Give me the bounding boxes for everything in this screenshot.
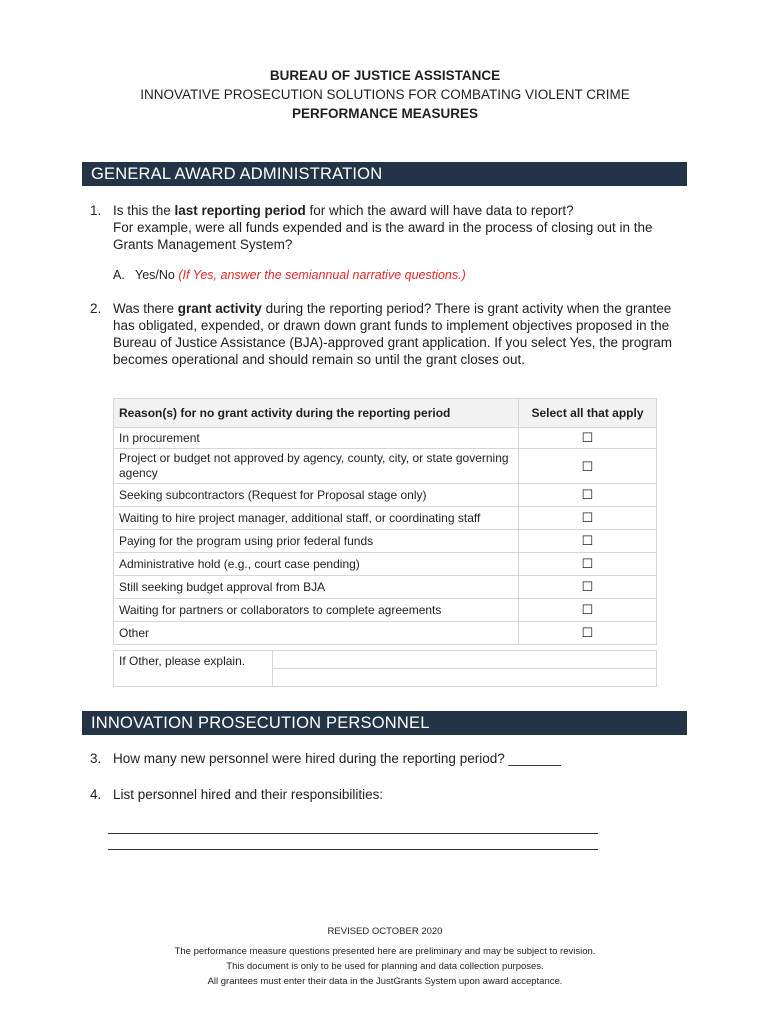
checkbox[interactable]: ☐ <box>519 622 657 645</box>
table-row <box>114 553 657 576</box>
agency-title: BUREAU OF JUSTICE ASSISTANCE <box>269 68 501 83</box>
answer-line[interactable] <box>108 849 598 850</box>
q2-text-post: during the reporting period? There is grant activity when the grantee has obligated, expended, or drawn down grant funds to implement objectives proposed in the Bureau of Justice Assistance (BJA)-approved grant application. If you select Yes, the program becomes operational and should remain so until the grant closes out. <box>113 301 673 367</box>
q1-note: (If Yes, answer the semiannual narrative questions.) <box>178 268 466 282</box>
checkbox[interactable]: ☐ <box>519 599 657 622</box>
table-row <box>114 576 657 599</box>
footer-note: The performance measure questions presented here are preliminary and may be subject to revision. <box>174 946 596 957</box>
q2-text-pre: Was there <box>113 301 178 316</box>
table-row <box>114 530 657 553</box>
checkbox[interactable]: ☐ <box>519 507 657 530</box>
question-number: 1. <box>90 203 102 218</box>
reason-label: Other <box>114 622 519 645</box>
footer-note: All grantees must enter their data in the JustGrants System upon award acceptance. <box>207 976 563 987</box>
section-header-personnel: INNOVATION PROSECUTION PERSONNEL <box>82 711 687 735</box>
q1-text-post: for which the award will have data to report? <box>305 203 574 218</box>
footer-notes <box>0 944 770 989</box>
reason-label: In procurement <box>114 428 519 449</box>
document-header <box>0 66 770 123</box>
reason-label: Project or budget not approved by agency, county, city, or state governing agency <box>114 449 519 484</box>
reason-label: Administrative hold (e.g., court case pending) <box>114 553 519 576</box>
checkbox[interactable]: ☐ <box>519 484 657 507</box>
question-number: 4. <box>90 787 102 802</box>
yes-no-option[interactable]: Yes/No <box>135 268 175 282</box>
q1-subanswer <box>113 268 466 282</box>
answer-line[interactable] <box>108 833 598 834</box>
reasons-table <box>113 398 657 645</box>
reason-label: Waiting to hire project manager, additional staff, or coordinating staff <box>114 507 519 530</box>
table-row <box>114 449 657 484</box>
q4-text: List personnel hired and their responsibilities: <box>113 787 384 802</box>
question-number: 3. <box>90 751 102 766</box>
divider <box>272 668 657 669</box>
table-row <box>114 622 657 645</box>
table-row <box>114 507 657 530</box>
q1-text-pre: Is this the <box>113 203 175 218</box>
q1-text-bold: last reporting period <box>174 203 306 218</box>
table-header-select: Select all that apply <box>519 399 657 428</box>
table-row <box>114 599 657 622</box>
revised-date: REVISED OCTOBER 2020 <box>327 926 443 937</box>
q2-text-bold: grant activity <box>177 301 262 316</box>
question-1 <box>90 202 680 253</box>
reason-label: Paying for the program using prior federal funds <box>114 530 519 553</box>
question-number: 2. <box>90 301 102 316</box>
other-explain-label: If Other, please explain. <box>119 654 246 668</box>
reason-label: Waiting for partners or collaborators to complete agreements <box>114 599 519 622</box>
table-row <box>114 428 657 449</box>
q3-text: How many new personnel were hired during the reporting period? _______ <box>113 751 562 766</box>
table-header-reason: Reason(s) for no grant activity during the reporting period <box>114 399 519 428</box>
program-title: INNOVATIVE PROSECUTION SOLUTIONS FOR COMBATING VIOLENT CRIME <box>140 87 630 102</box>
other-explain-row <box>113 650 657 687</box>
checkbox[interactable]: ☐ <box>519 553 657 576</box>
q1-text-line2: For example, were all funds expended and is the award in the process of closing out in the Grants Management System? <box>113 220 653 252</box>
checkbox[interactable]: ☐ <box>519 530 657 553</box>
sub-label: A. <box>113 268 125 282</box>
checkbox[interactable]: ☐ <box>519 449 657 484</box>
question-3 <box>90 750 680 767</box>
section-header-general-award: GENERAL AWARD ADMINISTRATION <box>82 162 687 186</box>
question-4 <box>90 786 680 803</box>
question-2 <box>90 300 680 368</box>
reason-label: Still seeking budget approval from BJA <box>114 576 519 599</box>
reason-label: Seeking subcontractors (Request for Proposal stage only) <box>114 484 519 507</box>
table-row <box>114 484 657 507</box>
checkbox[interactable]: ☐ <box>519 576 657 599</box>
footer-note: This document is only to be used for planning and data collection purposes. <box>226 961 544 972</box>
document-title: PERFORMANCE MEASURES <box>291 106 478 121</box>
checkbox[interactable]: ☐ <box>519 428 657 449</box>
